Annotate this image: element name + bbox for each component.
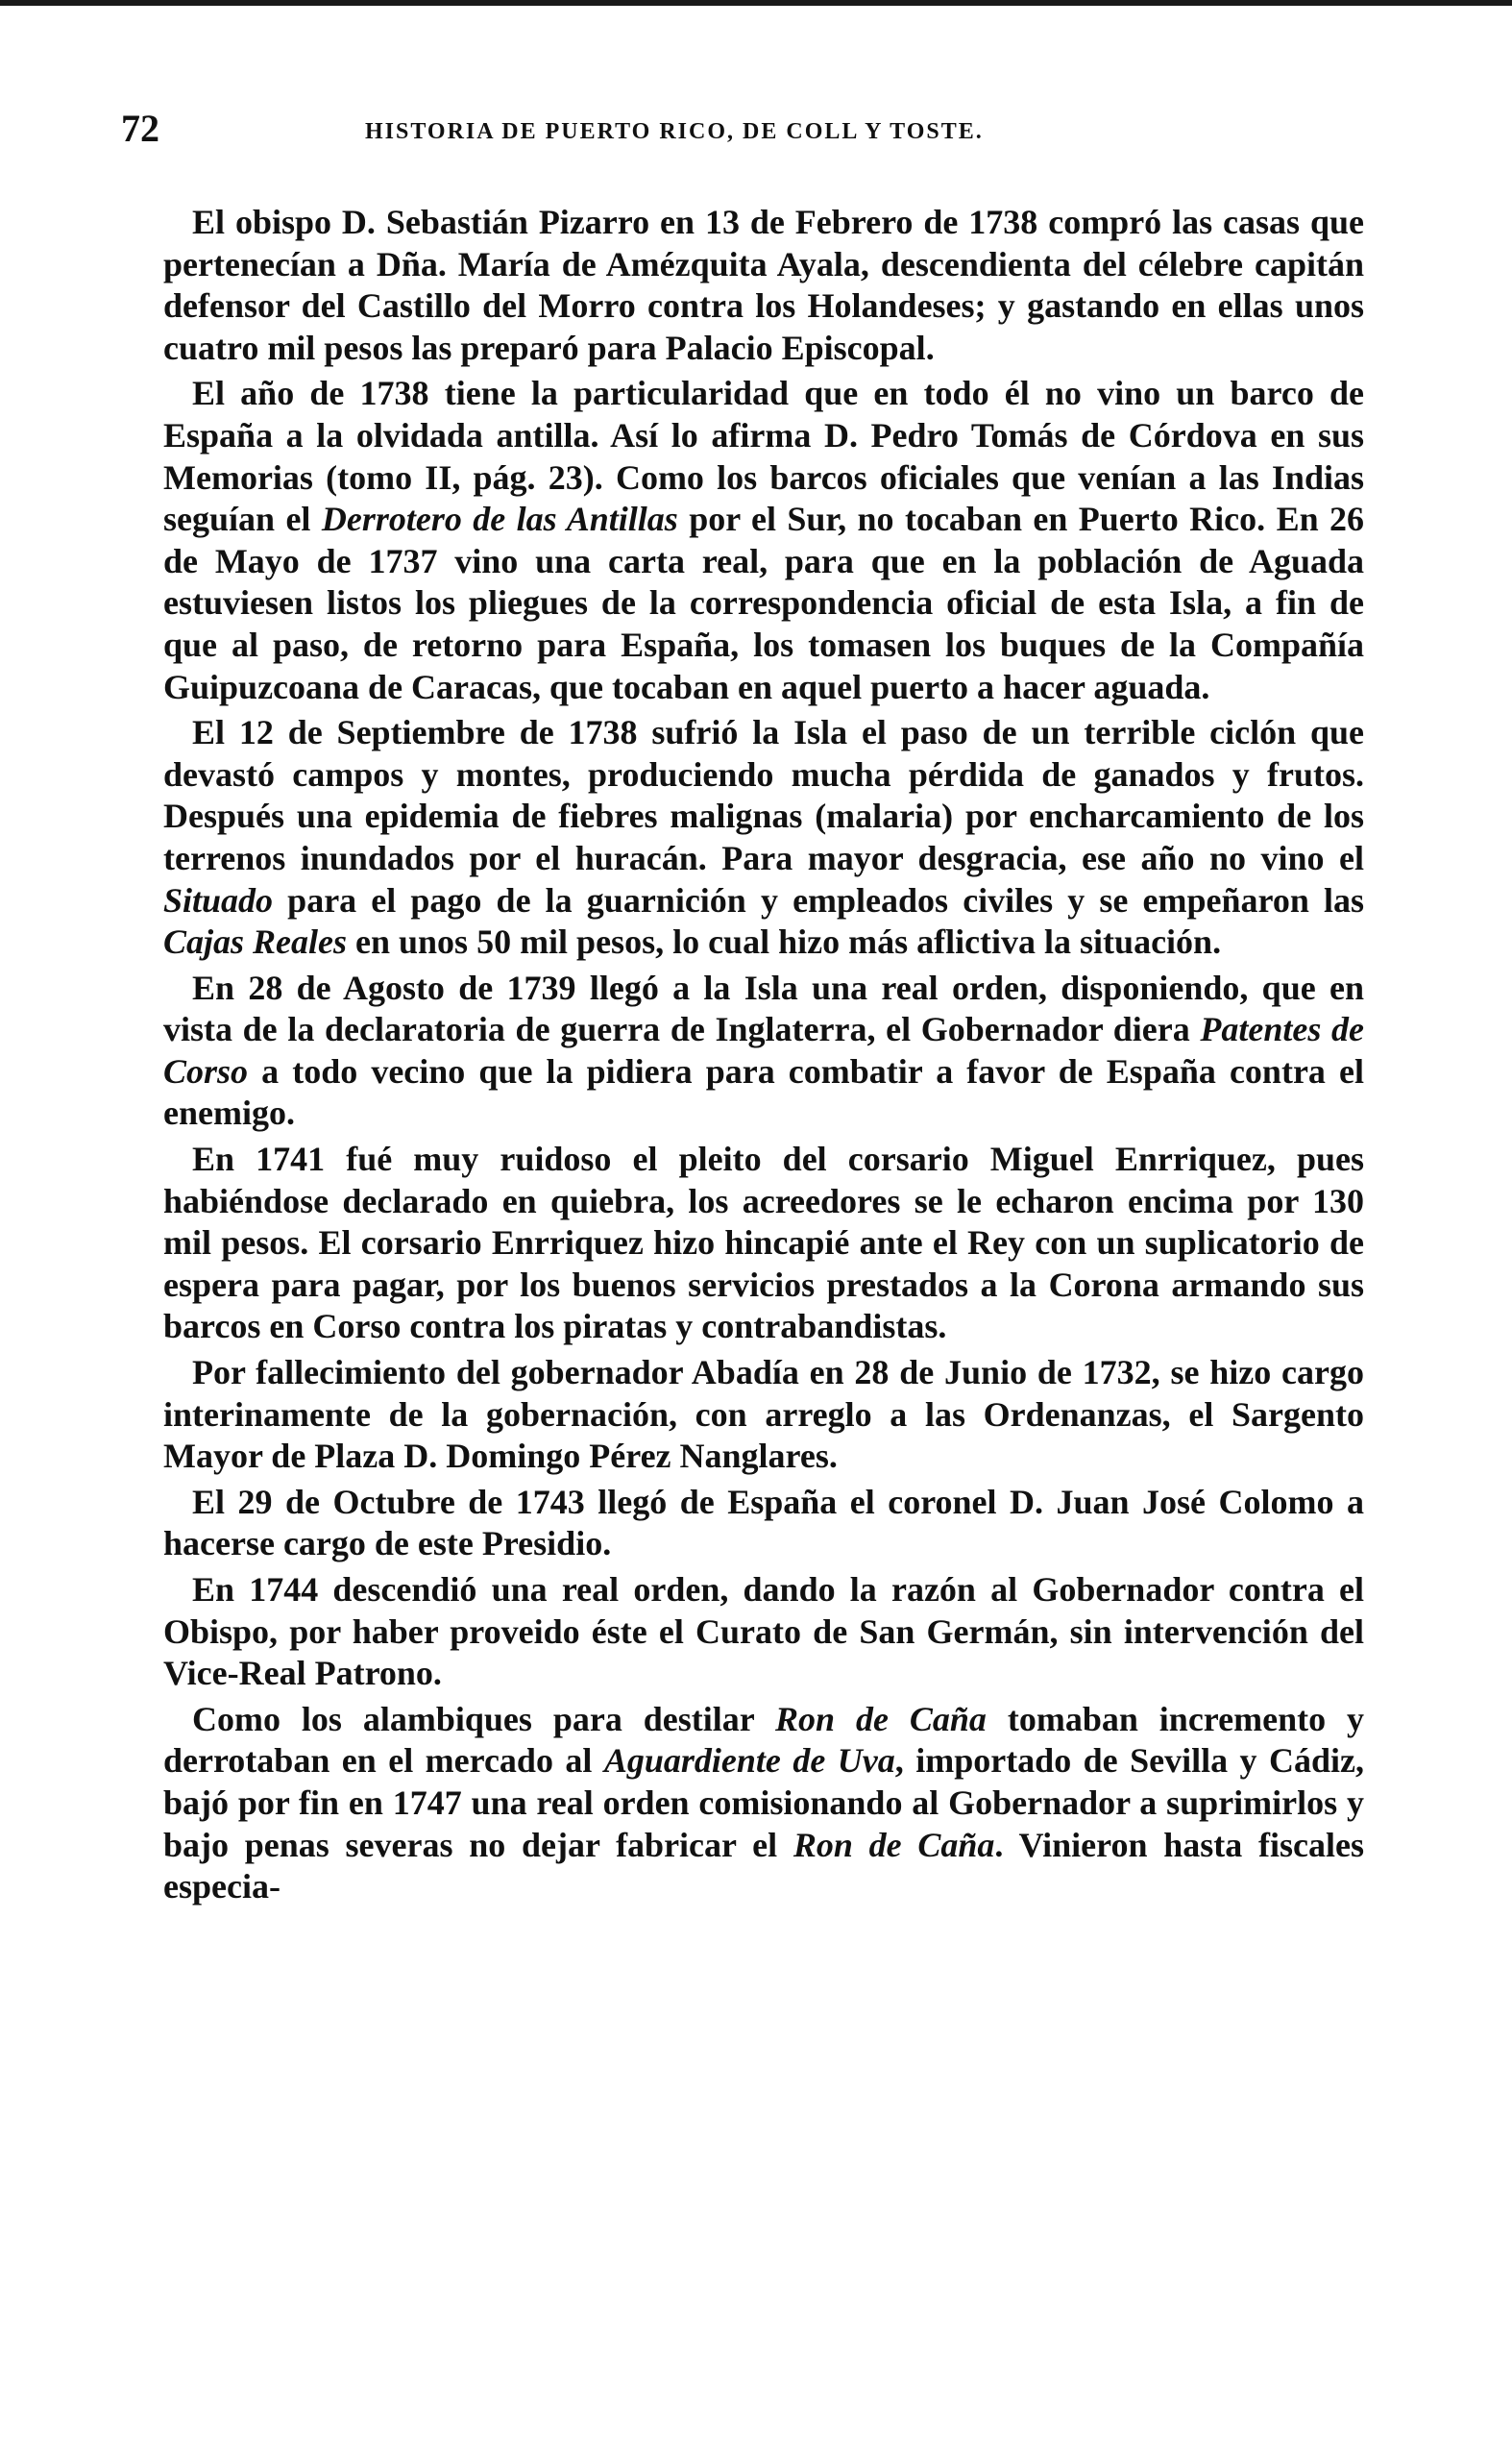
text-run: a todo vecino que la pidiera para combatir a favor de España contra el enemigo. (163, 1051, 1364, 1133)
paragraph (163, 1569, 1364, 1695)
body-text (163, 202, 1364, 1908)
paragraph (163, 373, 1364, 708)
paragraph (163, 1699, 1364, 1908)
italic-text: Ron de Caña (775, 1699, 987, 1738)
page-number: 72 (121, 107, 159, 150)
italic-text: Ron de Caña (793, 1825, 995, 1864)
text-run: tomaban incremento y derrotaban en el mercado al (163, 1699, 1365, 1781)
text-run: , importado de Sevilla y Cádiz, bajó por fin en 1747 una real orden comisionando al Gobernador a suprimirlos y bajo penas severas no dejar fabricar el (163, 1741, 1364, 1864)
running-head-title: HISTORIA DE PUERTO RICO, DE COLL Y TOSTE. (365, 119, 984, 144)
italic-text: Patentes de Corso (163, 1010, 1364, 1091)
italic-text: Situado (163, 880, 274, 920)
text-run: El 12 de Septiembre de 1738 sufrió la Isla el paso de un terrible ciclón que devastó campos y montes, produciendo mucha pérdida de ganados y frutos. Después una epidemia de fiebres malignas (malaria) por encharcamiento de los terrenos inundados por el huracán. Para mayor desgracia, ese año no vino el (163, 713, 1364, 877)
italic-text: Cajas Reales (163, 922, 348, 962)
top-border-rule (0, 0, 1512, 6)
paragraph (163, 1139, 1364, 1348)
text-run: para el pago de la guarnición y empleados civiles y se empeñaron las (273, 880, 1364, 920)
paragraph (163, 1352, 1364, 1478)
book-page (121, 106, 1365, 1912)
text-run: El 29 de Octubre de 1743 llegó de España el coronel D. Juan José Colomo a hacerse cargo de este Presidio. (163, 1482, 1364, 1563)
paragraph (163, 968, 1364, 1135)
text-run: En 1744 descendió una real orden, dando la razón al Gobernador contra el Obispo, por haber proveido éste el Curato de San Germán, sin intervención del Vice-Real Patrono. (163, 1570, 1364, 1693)
running-head (121, 106, 1364, 163)
text-run: El obispo D. Sebastián Pizarro en 13 de Febrero de 1738 compró las casas que pertenecían a Dña. María de Amézquita Ayala, descendienta del célebre capitán defensor del Castillo del Morro contra los Holandeses; y gastando en ellas unos cuatro mil pesos las preparó para Palacio Episcopal. (163, 203, 1364, 367)
paragraph (163, 712, 1364, 964)
text-run: En 1741 fué muy ruidoso el pleito del corsario Miguel Enrriquez, pues habiéndose declarado en quiebra, los acreedores se le echaron encima por 130 mil pesos. El corsario Enrriquez hizo hincapié ante el Rey con un suplicatorio de espera para pagar, por los buenos servicios prestados a la Corona armando sus barcos en Corso contra los piratas y contrabandistas. (163, 1140, 1364, 1346)
text-run: En 28 de Agosto de 1739 llegó a la Isla una real orden, disponiendo, que en vista de la declaratoria de guerra de Inglaterra, el Gobernador diera (163, 968, 1364, 1049)
paragraph (163, 202, 1364, 369)
text-run: en unos 50 mil pesos, lo cual hizo más aflictiva la situación. (347, 922, 1222, 962)
italic-text: Derrotero de las Antillas (321, 500, 678, 539)
text-run: Como los alambiques para destilar (192, 1699, 776, 1738)
italic-text: Aguardiente de Uva (603, 1741, 895, 1781)
text-run: . Vinieron hasta fiscales especia- (163, 1825, 1364, 1906)
text-run: El año de 1738 tiene la particularidad que en todo él no vino un barco de España a la olvidada antilla. Así lo afirma D. Pedro Tomás de Córdova en sus Memorias (tomo II, pág. 23). Como los barcos oficiales que venían a las Indias seguían el (163, 374, 1364, 539)
text-run: por el Sur, no tocaban en Puerto Rico. En 26 de Mayo de 1737 vino una carta real, para que en la población de Aguada estuviesen listos los pliegues de la correspondencia oficial de esta Isla, a fin de que al paso, de retorno para España, los tomasen los buques de la Compañía Guipuzcoana de Caracas, que tocaban en aquel puerto a hacer aguada. (163, 500, 1365, 706)
text-run: Por fallecimiento del gobernador Abadía en 28 de Junio de 1732, se hizo cargo interinamente de la gobernación, con arreglo a las Ordenanzas, el Sargento Mayor de Plaza D. Domingo Pérez Nanglares. (163, 1353, 1364, 1476)
paragraph (163, 1482, 1364, 1565)
